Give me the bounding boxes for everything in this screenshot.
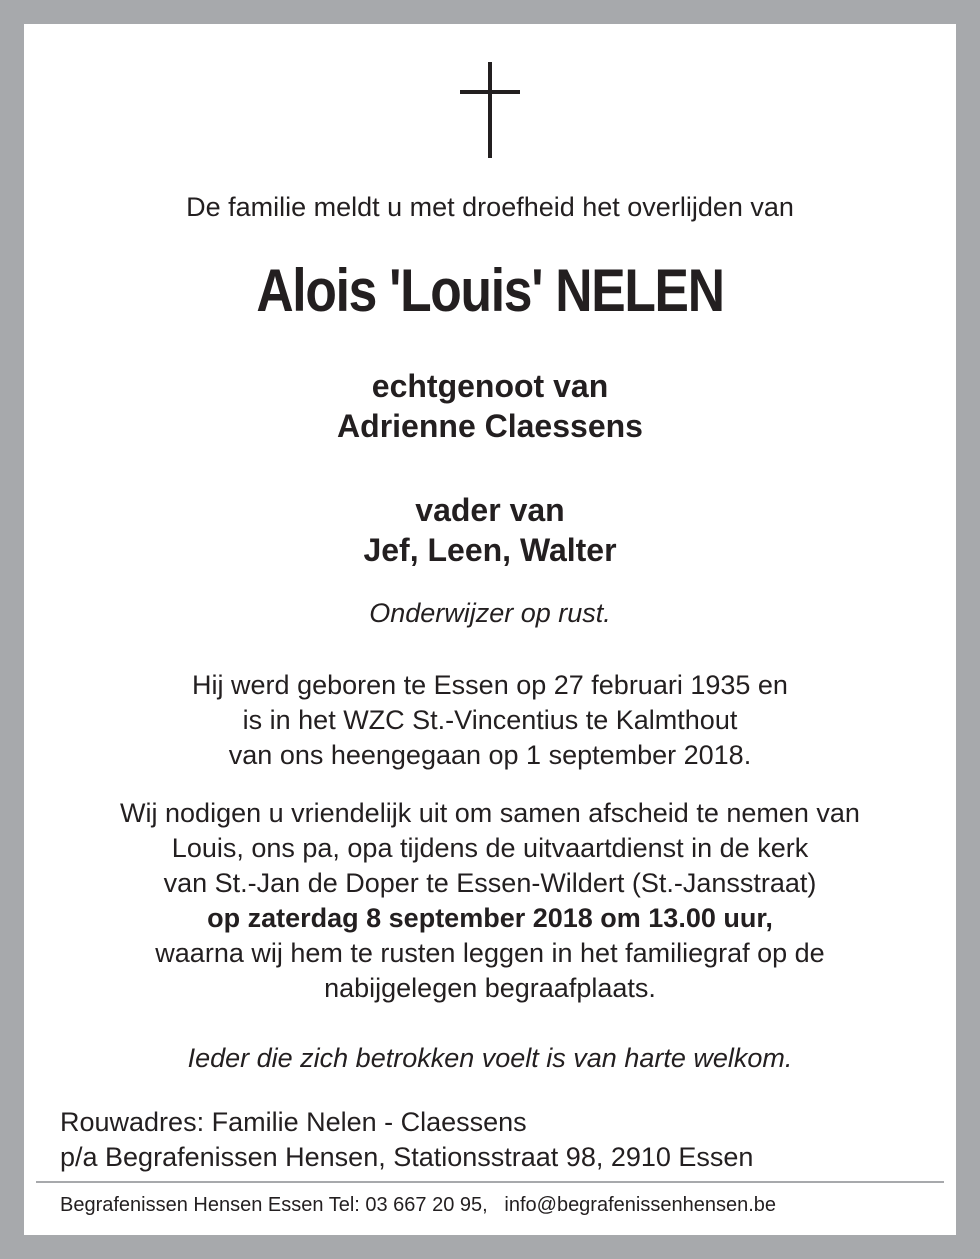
- welcome-text: Ieder die zich betrokken voelt is van harte welkom.: [187, 1043, 793, 1073]
- birth-line: Hij werd geboren te Essen op 27 februari 1935 en: [192, 670, 788, 700]
- spouse-label: echtgenoot van: [371, 368, 609, 404]
- intro-text: De familie meldt u met droefheid het overlijden van: [186, 192, 794, 222]
- invitation-line: waarna wij hem te rusten leggen in het familiegraf op de: [155, 938, 825, 968]
- deceased-name: Alois 'Louis' NELEN: [256, 257, 724, 324]
- death-line: van ons heengegaan op 1 september 2018.: [228, 740, 752, 770]
- invitation-line: Wij nodigen u vriendelijk uit om samen afscheid te nemen van: [120, 798, 860, 828]
- mourning-address-line2: p/a Begrafenissen Hensen, Stationsstraat 98, 2910 Essen: [60, 1142, 754, 1172]
- cross-icon: [460, 62, 520, 158]
- occupation: Onderwijzer op rust.: [369, 598, 611, 628]
- spouse-block: [0, 366, 980, 446]
- birth-death-paragraph: [0, 668, 980, 773]
- invitation-line: van St.-Jan de Doper te Essen-Wildert (St.-Jansstraat): [163, 868, 817, 898]
- invitation-line: Louis, ons pa, opa tijdens de uitvaartdienst in de kerk: [171, 833, 809, 863]
- footer-contact: Begrafenissen Hensen Essen Tel: 03 667 20 95,: [60, 1194, 488, 1216]
- children-names: Jef, Leen, Walter: [363, 532, 617, 568]
- footer: [60, 1194, 776, 1217]
- invitation-paragraph: [0, 796, 980, 1006]
- invitation-line: nabijgelegen begraafplaats.: [324, 973, 656, 1003]
- footer-email[interactable]: info@begrafenissenhensen.be: [504, 1194, 777, 1216]
- service-datetime: op zaterdag 8 september 2018 om 13.00 uur,: [207, 903, 773, 933]
- children-block: [0, 490, 980, 570]
- spouse-name: Adrienne Claessens: [337, 408, 643, 444]
- footer-divider: [36, 1181, 944, 1183]
- place-line: is in het WZC St.-Vincentius te Kalmthout: [242, 705, 738, 735]
- mourning-address-line1: Rouwadres: Familie Nelen - Claessens: [60, 1107, 527, 1137]
- children-label: vader van: [415, 492, 565, 528]
